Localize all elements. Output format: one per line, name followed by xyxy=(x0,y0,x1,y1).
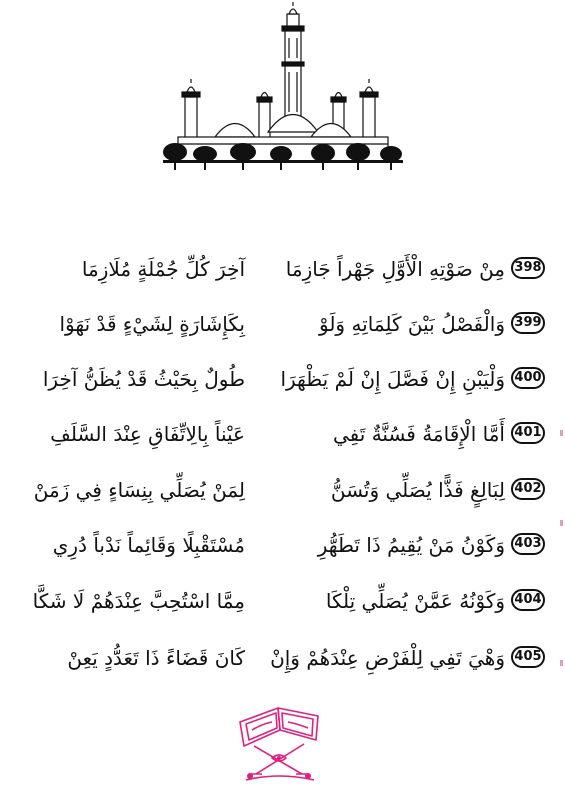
verse-number-badge: 399 xyxy=(511,312,545,334)
verse-second-hemistich: طُولٌ بِحَيْثُ قَدْ يُظَنُّ آخِرَا xyxy=(42,367,245,391)
page-edge-mark xyxy=(560,660,563,666)
verse-second-hemistich: عَيْناً بِالِاتِّفَاقِ عِنْدَ السَّلَفِ xyxy=(50,422,245,446)
verse-number-badge: 402 xyxy=(511,478,545,500)
verse-number-badge: 405 xyxy=(511,646,545,668)
verse-first-hemistich: وَكَوْنُ مَنْ يُقِيمُ ذَا تَطَهُّرِ xyxy=(317,533,505,557)
verse-row xyxy=(0,361,565,401)
verse-row xyxy=(0,583,565,623)
page-edge-mark xyxy=(560,520,563,526)
verse-row xyxy=(0,472,565,512)
verse-first-hemistich: وَلْيَبْنِ إِنْ فَصَّلَ إِنْ لَمْ يَظْهَرَا xyxy=(280,367,505,391)
verse-first-hemistich: وَهْيَ تَفِي لِلْفَرْضِ عِنْدَهُمْ وَإِنْ xyxy=(270,646,505,670)
verse-second-hemistich: مِمَّا اسْتُحِبَّ عِنْدَهُمْ لَا شَكَّا xyxy=(32,589,245,613)
verse-first-hemistich: أَمَّا الْإِقَامَةُ فَسُنَّةٌ تَفِي xyxy=(332,422,505,446)
verse-second-hemistich: آخِرَ كُلِّ جُمْلَةٍ مُلَازِمَا xyxy=(81,257,245,281)
verse-number-badge: 400 xyxy=(511,367,545,389)
verse-second-hemistich: مُسْتَقْبِلًا وَقَائِماً نَدْباً دُرِي xyxy=(52,533,245,557)
verse-second-hemistich: لِمَنْ يُصَلِّي بِنِسَاءٍ فِي زَمَنْ xyxy=(33,478,245,502)
verse-first-hemistich: لِبَالِغٍ فَذًّا يُصَلِّي وَتُسَنُّ xyxy=(330,478,505,502)
verse-second-hemistich: كَانَ قَضَاءً ذَا تَعَدُّدٍ يَعِنْ xyxy=(67,646,245,670)
page-edge-mark xyxy=(560,430,563,436)
verse-first-hemistich: مِنْ صَوْتِهِ الْأَوَّلِ جَهْراً جَازِمَا xyxy=(285,257,505,281)
quran-stand-ornament-icon xyxy=(232,700,327,788)
verse-first-hemistich: وَكَوْنُهُ عَمَّنْ يُصَلِّي تِلْكَا xyxy=(325,589,505,613)
verse-row xyxy=(0,527,565,567)
verse-first-hemistich: وَالْفَصْلُ بَيْنَ كَلِمَاتِهِ وَلَوْ xyxy=(319,312,505,336)
verse-number-badge: 401 xyxy=(511,422,545,444)
verse-number-badge: 403 xyxy=(511,533,545,555)
verse-row xyxy=(0,416,565,456)
verse-second-hemistich: بِكَإِشَارَةٍ لِشَيْءٍ قَدْ نَهَوْا xyxy=(59,312,245,336)
verse-row xyxy=(0,640,565,680)
verse-row xyxy=(0,251,565,291)
verse-row xyxy=(0,306,565,346)
verse-number-badge: 404 xyxy=(511,589,545,611)
verse-number-badge: 398 xyxy=(511,257,545,279)
